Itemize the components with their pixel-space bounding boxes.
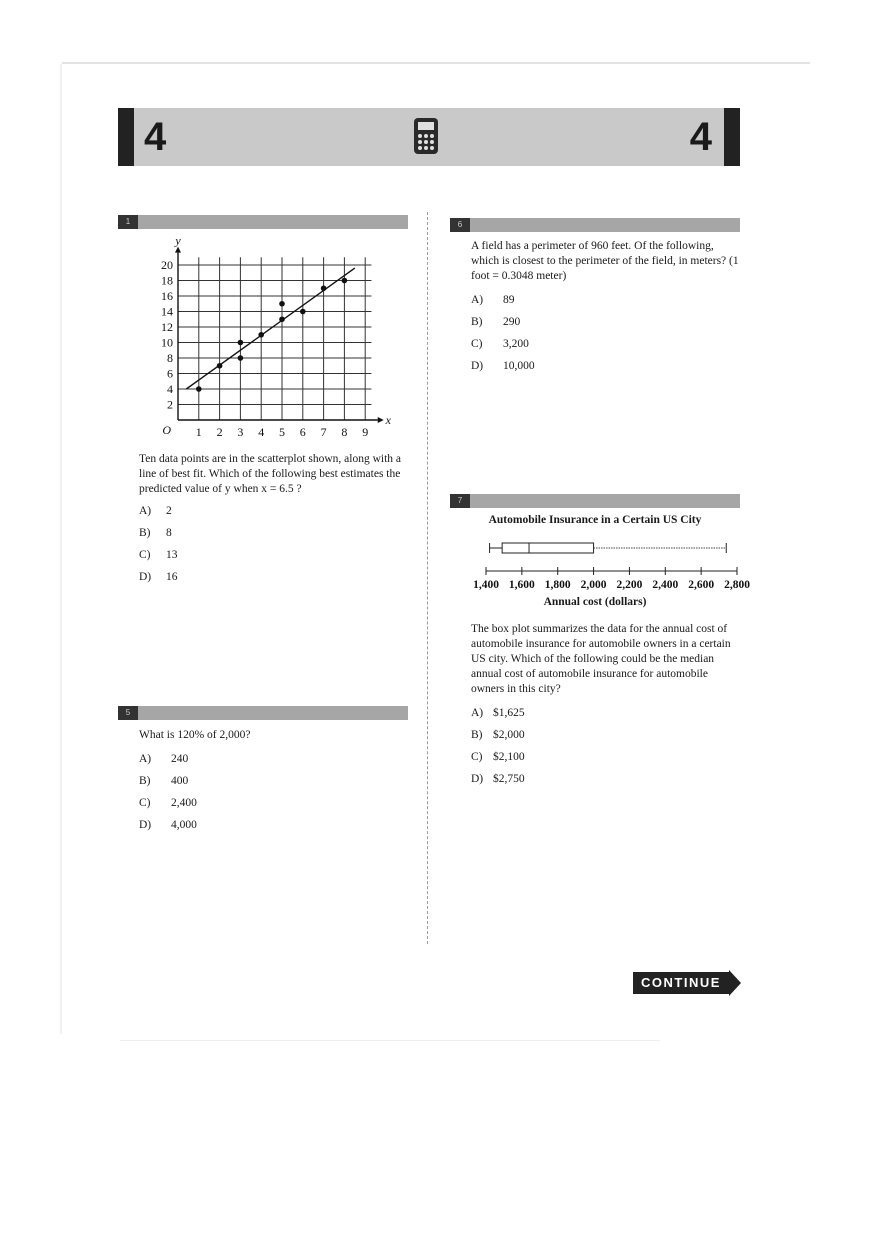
x-axis-label: x — [385, 413, 392, 427]
y-tick-label: 2 — [167, 397, 173, 412]
data-point — [196, 386, 202, 392]
answer-choice[interactable] — [139, 774, 259, 788]
x-tick-label: 6 — [299, 425, 306, 439]
question-stem-7: The box plot summarizes the data for the annual cost of automobile insurance for automobile owners in a certain US city. Which of the following could be the median annual cost of automobile insurance for automobile owners in this city? — [471, 623, 731, 695]
x-tick-label: 1 — [195, 425, 202, 439]
number-line-label: 2,400 — [652, 579, 679, 591]
choice-letter: D) — [471, 773, 484, 785]
question-bar-7 — [450, 494, 740, 508]
question-number-5: 5 — [118, 706, 138, 720]
answer-choice[interactable] — [139, 548, 259, 562]
choice-letter: C) — [139, 549, 151, 561]
answer-choice[interactable] — [471, 750, 591, 764]
number-line-label: 1,800 — [544, 579, 571, 591]
choice-letter: B) — [471, 729, 483, 741]
column-divider — [427, 212, 428, 944]
y-tick-label: 14 — [161, 304, 173, 319]
choice-letter: D) — [139, 571, 152, 583]
y-tick-label: 10 — [161, 335, 173, 350]
question-number-7: 7 — [450, 494, 470, 508]
choice-value: 4,000 — [171, 819, 197, 831]
x-axis-arrow — [378, 417, 384, 423]
choice-letter: B) — [471, 316, 483, 328]
section-number-right: 4 — [689, 115, 712, 159]
choice-letter: A) — [471, 294, 484, 306]
choice-value: 89 — [503, 294, 515, 306]
x-tick-label: 5 — [279, 425, 285, 439]
section-banner — [118, 108, 740, 166]
choice-value: 16 — [166, 571, 178, 583]
question-bar-5 — [118, 706, 408, 720]
banner-right-edge — [724, 108, 740, 166]
choice-value: $2,100 — [493, 751, 525, 763]
choice-letter: D) — [139, 819, 152, 831]
number-line-label: 1,400 — [473, 579, 499, 591]
page-bottom-rule — [120, 1040, 660, 1041]
iqr-box — [502, 543, 593, 553]
boxplot-title: Automobile Insurance in a Certain US City — [488, 514, 702, 526]
choice-letter: A) — [139, 505, 152, 517]
number-line-label: 2,800 — [724, 579, 750, 591]
number-line-label: 1,600 — [508, 579, 535, 591]
question-stem-5: What is 120% of 2,000? — [139, 729, 251, 741]
y-tick-label: 16 — [161, 289, 173, 303]
answer-choice[interactable] — [139, 818, 259, 832]
y-tick-label: 4 — [167, 382, 173, 396]
x-tick-label: 4 — [258, 425, 265, 439]
choice-value: 2 — [166, 505, 172, 517]
answer-choice[interactable] — [471, 772, 591, 786]
page-top-rule — [62, 62, 810, 64]
choice-letter: C) — [139, 797, 151, 809]
continue-button[interactable] — [633, 970, 741, 996]
x-tick-label: 8 — [341, 425, 348, 439]
y-tick-label: 18 — [161, 273, 173, 288]
choice-value: 10,000 — [503, 360, 535, 372]
x-tick-label: 2 — [216, 425, 223, 439]
choice-letter: B) — [139, 775, 151, 787]
section-number-left: 4 — [144, 115, 167, 159]
number-line-label: 2,600 — [688, 579, 715, 591]
x-tick-label: 9 — [362, 425, 369, 439]
choice-value: 2,400 — [171, 797, 197, 809]
best-fit-line — [186, 268, 354, 389]
y-tick-label: 6 — [167, 366, 173, 381]
choice-letter: B) — [139, 527, 151, 539]
box-plot-chart — [466, 536, 750, 596]
page-left-edge — [60, 64, 62, 1034]
choice-value: 3,200 — [503, 338, 529, 350]
data-point — [238, 340, 244, 346]
question-stem-6: A field has a perimeter of 960 feet. Of the following, which is closest to the perimeter of the field, in meters? (1 foot = 0.3048 meter) — [471, 240, 739, 282]
x-tick-label: 3 — [237, 425, 244, 439]
banner-left-edge — [118, 108, 134, 166]
y-axis-label: y — [175, 233, 181, 248]
answer-choice[interactable] — [139, 526, 259, 540]
question-stem-1: Ten data points are in the scatterplot shown, along with a line of best fit. Which of the following best estimates the predicted value of y when x = 6.5 ? — [139, 453, 402, 495]
number-line-label: 2,000 — [580, 579, 607, 591]
y-tick-label: 20 — [161, 258, 173, 272]
choice-value: 240 — [171, 753, 189, 765]
question-bar-6 — [450, 218, 740, 232]
answer-choice[interactable] — [139, 752, 259, 766]
choice-value: $2,000 — [493, 729, 525, 741]
question-number-1: 1 — [118, 215, 138, 229]
y-tick-label: 8 — [167, 351, 173, 365]
y-tick-label: 12 — [161, 320, 173, 334]
choice-letter: D) — [471, 360, 484, 372]
data-point — [279, 301, 285, 307]
answer-choice[interactable] — [139, 570, 259, 584]
answer-choice[interactable] — [471, 706, 591, 720]
data-point — [279, 316, 285, 322]
question-bar-1 — [118, 215, 408, 229]
data-point — [217, 363, 223, 369]
answer-choice[interactable] — [139, 504, 259, 518]
answer-choice[interactable] — [471, 315, 591, 329]
choice-letter: C) — [471, 338, 483, 350]
answer-choice[interactable] — [471, 337, 591, 351]
choice-value: 290 — [503, 316, 521, 328]
answer-choice[interactable] — [471, 728, 591, 742]
boxplot-axis-title: Annual cost (dollars) — [543, 596, 647, 608]
scatterplot-chart — [160, 234, 392, 446]
number-line-label: 2,200 — [616, 579, 643, 591]
answer-choice[interactable] — [471, 293, 591, 307]
data-point — [342, 278, 348, 284]
choice-value: $2,750 — [493, 773, 525, 785]
x-tick-label: 7 — [320, 425, 327, 439]
choice-letter: A) — [471, 707, 484, 719]
choice-value: 8 — [166, 527, 172, 539]
data-point — [238, 355, 244, 361]
choice-value: 13 — [166, 549, 178, 561]
answer-choice[interactable] — [139, 796, 259, 810]
choice-value: 400 — [171, 775, 189, 787]
data-point — [258, 332, 264, 338]
question-number-6: 6 — [450, 218, 470, 232]
choice-value: $1,625 — [493, 707, 525, 719]
choice-letter: A) — [139, 753, 152, 765]
answer-choice[interactable] — [471, 359, 591, 373]
continue-label: CONTINUE — [641, 975, 721, 990]
calculator-icon — [414, 118, 438, 154]
data-point — [300, 309, 306, 315]
origin-label: O — [162, 423, 171, 437]
choice-letter: C) — [471, 751, 483, 763]
data-point — [321, 285, 327, 291]
